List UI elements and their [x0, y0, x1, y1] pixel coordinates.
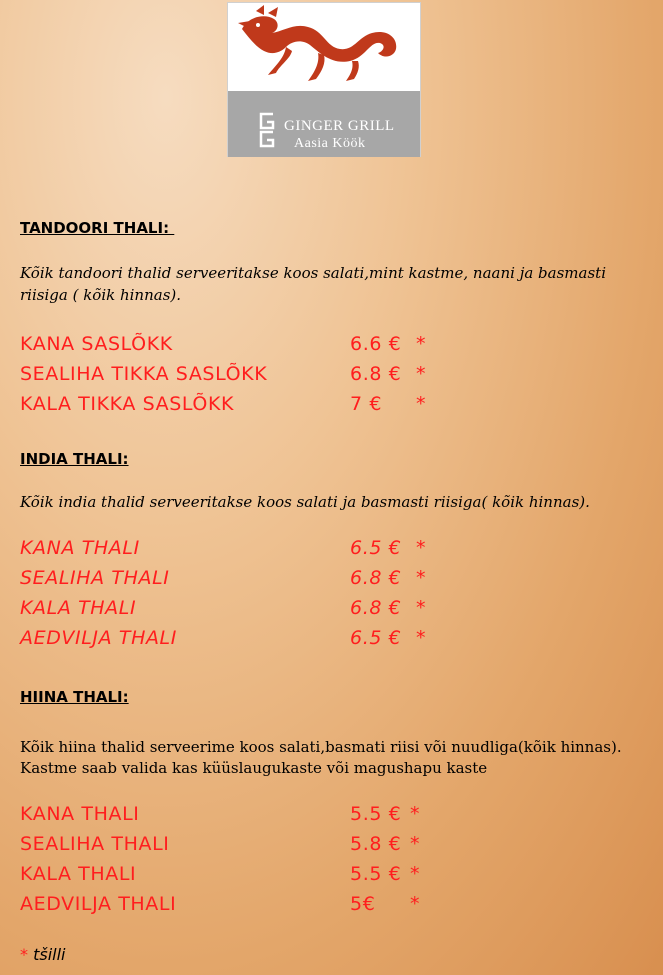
- item-name: SEALIHA THALI: [20, 567, 170, 589]
- ginger-grill-mark-icon: [257, 112, 277, 148]
- item-name: KALA TIKKA SASLÕKK: [20, 393, 235, 415]
- section-heading-india: INDIA THALI:: [20, 450, 129, 468]
- chili-marker: *: [416, 333, 427, 355]
- item-price: 6.5 €: [350, 627, 402, 649]
- chili-marker: *: [416, 567, 427, 589]
- item-name: SEALIHA THALI: [20, 833, 170, 855]
- section-description-india: Kõik india thalid serveeritakse koos salati ja basmasti riisiga( kõik hinnas).: [20, 493, 590, 511]
- item-price: 6.5 €: [350, 537, 402, 559]
- item-name: KALA THALI: [20, 597, 137, 619]
- menu-item: [20, 863, 440, 891]
- item-name: KANA SASLÕKK: [20, 333, 173, 355]
- item-name: AEDVILJA THALI: [20, 893, 177, 915]
- chili-marker: *: [410, 833, 421, 855]
- menu-item: [20, 627, 440, 655]
- item-price: 6.6 €: [350, 333, 402, 355]
- item-price: 5.8 €: [350, 833, 402, 855]
- chili-marker: *: [416, 627, 427, 649]
- item-name: KANA THALI: [20, 803, 140, 825]
- menu-item: [20, 537, 440, 565]
- item-name: KANA THALI: [20, 537, 140, 559]
- item-price: 5.5 €: [350, 863, 402, 885]
- item-name: SEALIHA TIKKA SASLÕKK: [20, 363, 268, 385]
- menu-item: [20, 567, 440, 595]
- item-name: AEDVILJA THALI: [20, 627, 177, 649]
- item-price: 5.5 €: [350, 803, 402, 825]
- item-price: 6.8 €: [350, 363, 402, 385]
- chili-marker: *: [410, 803, 421, 825]
- menu-item: [20, 803, 440, 831]
- chili-marker: *: [416, 363, 427, 385]
- menu-item: [20, 597, 440, 625]
- item-name: KALA THALI: [20, 863, 137, 885]
- item-price: 6.8 €: [350, 597, 402, 619]
- item-price: 6.8 €: [350, 567, 402, 589]
- logo-subtitle: Aasia Köök: [294, 136, 366, 151]
- chili-marker: *: [410, 863, 421, 885]
- menu-item: [20, 393, 440, 421]
- menu-item: [20, 363, 440, 391]
- logo-dragon-area: [228, 3, 420, 91]
- item-price: 5€: [350, 893, 376, 915]
- chili-legend: [20, 945, 65, 964]
- dragon-icon: [228, 3, 422, 91]
- section-description-tandoori: Kõik tandoori thalid serveeritakse koos salati,mint kastme, naani ja basmasti riisiga ( kõik hinnas).: [20, 264, 606, 304]
- legend-star: *: [20, 945, 28, 964]
- chili-marker: *: [416, 537, 427, 559]
- section-heading-tandoori: TANDOORI THALI:: [20, 219, 175, 237]
- menu-item: [20, 893, 440, 921]
- logo-brand: GINGER GRILL: [284, 118, 395, 134]
- legend-text: tšilli: [33, 945, 66, 964]
- section-heading-hiina: HIINA THALI:: [20, 688, 129, 706]
- menu-item: [20, 833, 440, 861]
- chili-marker: *: [416, 393, 427, 415]
- menu-item: [20, 333, 440, 361]
- section-description-hiina-line2: Kastme saab valida kas küüslaugukaste või magushapu kaste: [20, 759, 488, 777]
- item-price: 7 €: [350, 393, 383, 415]
- chili-marker: *: [416, 597, 427, 619]
- chili-marker: *: [410, 893, 421, 915]
- section-description-hiina-line1: Kõik hiina thalid serveerime koos salati,basmati riisi või nuudliga(kõik hinnas).: [20, 738, 622, 756]
